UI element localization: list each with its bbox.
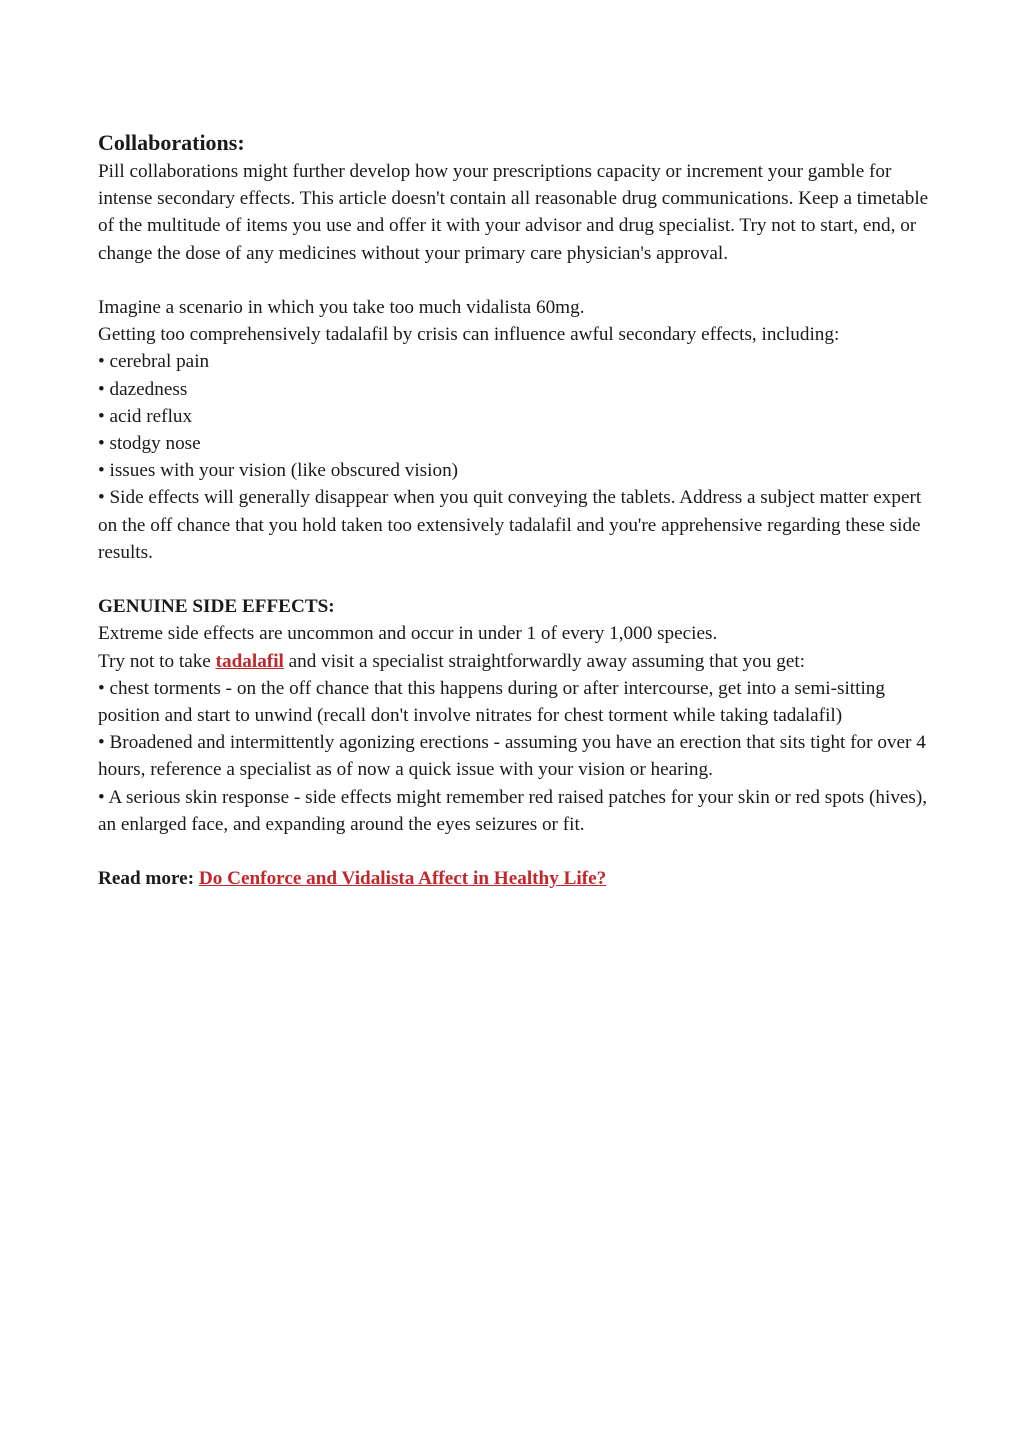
collaborations-heading: Collaborations:: [98, 130, 245, 155]
overdose-item: • dazedness: [98, 378, 188, 400]
read-more-label: Read more:: [98, 868, 199, 890]
genuine-item: • Broadened and intermittently agonizing erections - assuming you have an erection that sits tight for over 4 hours, reference a specialist as of now a quick issue with your vision or hearing.: [98, 732, 926, 781]
paragraph-gap: [98, 838, 934, 865]
genuine-item: • chest torments - on the off chance that this happens during or after intercourse, get into a semi-sitting position and start to unwind (recall don't involve nitrates for chest torment while taking tadalafil): [98, 677, 885, 727]
genuine-side-effects-heading: GENUINE SIDE EFFECTS:: [98, 596, 335, 618]
overdose-item: • cerebral pain: [98, 351, 210, 373]
genuine-item: • A serious skin response - side effects might remember red raised patches for your skin or red spots (hives), an enlarged face, and expanding around the eyes seizures or fit.: [98, 786, 928, 835]
paragraph-gap: [98, 566, 934, 593]
overdose-item: • Side effects will generally disappear when you quit conveying the tablets. Address a subject matter expert on the off chance that you hold taken too extensively tadalafil and you're apprehensive regarding these side results.: [98, 487, 922, 563]
genuine-line-1: Extreme side effects are uncommon and occur in under 1 of every 1,000 species.: [98, 623, 718, 645]
document-body: [98, 128, 934, 892]
overdose-intro: Imagine a scenario in which you take too much vidalista 60mg.: [98, 297, 585, 318]
genuine-line-2-before: Try not to take: [98, 650, 216, 672]
genuine-line-2-after: and visit a specialist straightforwardly away assuming that you get:: [283, 650, 806, 672]
tadalafil-link[interactable]: tadalafil: [215, 650, 284, 672]
read-more-link[interactable]: Do Cenforce and Vidalista Affect in Healthy Life?: [198, 868, 607, 890]
read-more-line: [98, 865, 934, 892]
genuine-line-2: [98, 648, 934, 675]
overdose-item: • stodgy nose: [98, 433, 201, 455]
paragraph-gap: [98, 267, 934, 294]
overdose-item: • issues with your vision (like obscured vision): [98, 460, 459, 482]
collaborations-paragraph: Pill collaborations might further develop how your prescriptions capacity or increment your gamble for intense secondary effects. This article doesn't contain all reasonable drug communications. Keep a timetable of the multitude of items you use and offer it with your advisor and drug specialist. Try not to start, end, or change the dose of any medicines without your primary care physician's approval.: [98, 161, 929, 264]
overdose-lead: Getting too comprehensively tadalafil by crisis can influence awful secondary effects, including:: [98, 324, 840, 346]
overdose-item: • acid reflux: [98, 405, 193, 427]
